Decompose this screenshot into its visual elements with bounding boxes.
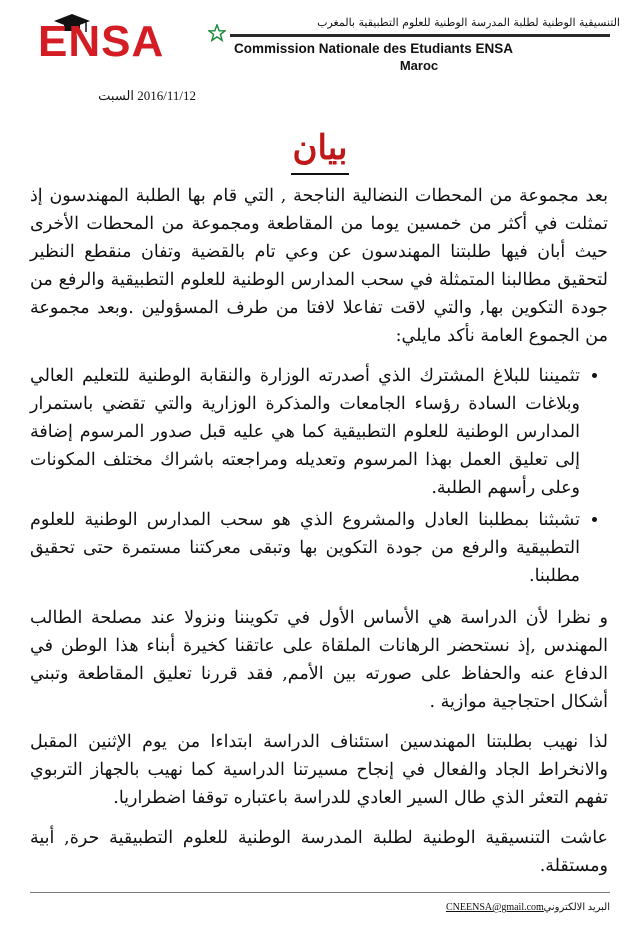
page-title: بيان bbox=[292, 128, 348, 168]
email-label: البريد الالكتروني : bbox=[538, 902, 610, 913]
call-paragraph: لذا نهيب بطلبتنا المهندسين استئناف الدراسة ابتداءا من يوم الإثنين المقبل والانخراط الجاد والفعال في إنجاح مسيرتنا الدراسية كما نهيب بالجهاز التربوي تفهم التعثر الذي طال السير العادي للدراسة باعتباره توقفا اضطراريا. bbox=[30, 732, 608, 808]
document-date: 2016/11/12 السبت bbox=[98, 88, 196, 103]
list-item: • تثميننا للبلاغ المشترك الذي أصدرته الوزارة والنقابة الوطنية للتعليم العالي وبلاغات السادة رؤساء الجامعات والمذكرة الوزارية والتي تقضي باستمرار المدارس الوطنية للعلوم التطبيقية كما هي عليه قبل صدور المرسوم إضافة إلى تعليق العمل بهذا المرسوم وتعديله ومراجعته باشراك مختلف المكونات وعلى رأسهم الطلبة. bbox=[30, 362, 580, 502]
statement-body bbox=[30, 182, 608, 892]
header-rule bbox=[230, 34, 610, 37]
footer-rule bbox=[30, 892, 610, 893]
closing-paragraph: عاشت التنسيقية الوطنية لطلبة المدرسة الوطنية للعلوم التطبيقية حرة, أبية ومستقلة. bbox=[30, 828, 608, 876]
title-underline bbox=[291, 173, 349, 175]
country-label: Maroc bbox=[399, 58, 439, 73]
ensa-logo: ENSA bbox=[38, 17, 165, 66]
demands-list bbox=[30, 362, 608, 590]
star-icon bbox=[208, 24, 226, 42]
decision-paragraph: و نظرا لأن الدراسة هي الأساس الأول في تكويننا ونزولا عند مصلحة الطالب المهندس ,إذ نستحضر الرهانات الملقاة على عاتقنا كخيرة أبناء هذا الوطن في الدفاع عنه والحفاظ على صورته بين الأمم, فقد قررنا تعليق المقاطعة وتبني أشكال احتجاجية موازية . bbox=[30, 608, 608, 712]
arabic-org-name: التنسيقية الوطنية لطلبة المدرسة الوطنية للعلوم التطبيقية بالمغرب bbox=[317, 16, 620, 29]
french-org-name: Commission Nationale des Etudiants ENSA bbox=[234, 41, 514, 56]
email-link[interactable]: CNEENSA@gmail.com bbox=[446, 902, 544, 913]
letterhead bbox=[30, 10, 620, 85]
intro-paragraph: بعد مجموعة من المحطات النضالية الناجحة , التي قام بها الطلبة المهندسون إذ تمثلت في أكثر من خمسين يوما من المقاطعة ومجموعة من المحطات الأخرى حيث أبان فيها طلبتنا المهندسون عن وعي تام بالقضية وتفان منقطع النظير لتحقيق مطالبنا المتمثلة في سحب المدارس الوطنية للعلوم التطبيقية والرفع من جودة التكوين بها, والتي لاقت تفاعلا لافتا من طرف المسؤولين .وبعد مجموعة من الجموع العامة نأكد مايلي: bbox=[30, 186, 608, 346]
list-item: • تشبثنا بمطلبنا العادل والمشروع الذي هو سحب المدارس الوطنية للعلوم التطبيقية والرفع من جودة التكوين بها وتبقى معركتنا مستمرة حتى تحقيق مطلبنا. bbox=[30, 506, 580, 590]
